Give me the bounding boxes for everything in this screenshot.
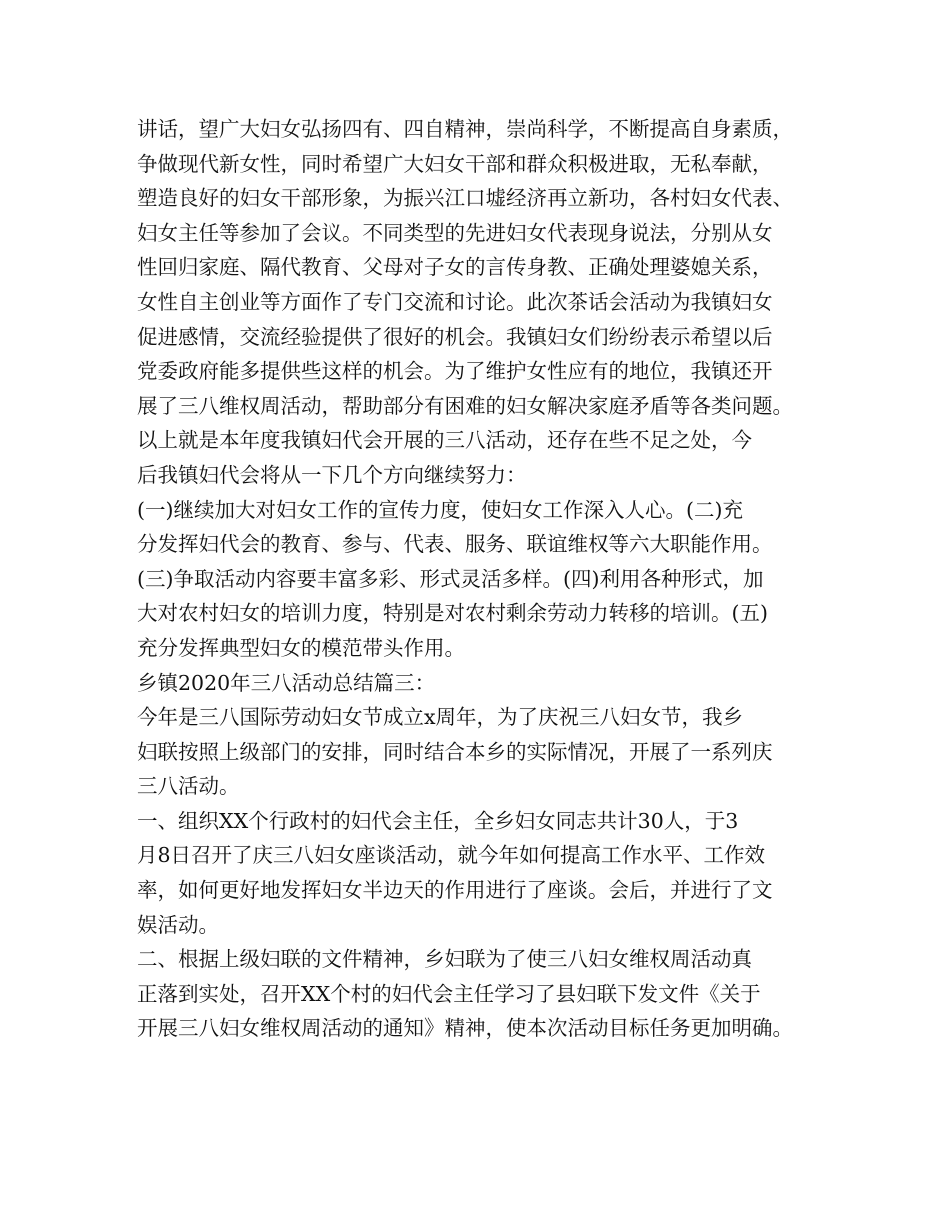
text-line: 开展三八妇女维权周活动的通知》精神，使本次活动目标任务更加明确。 — [137, 1016, 793, 1041]
text-line: 妇联按照上级部门的安排，同时结合本乡的实际情况，开展了一系列庆 — [137, 739, 773, 764]
text-line: 党委政府能多提供些这样的机会。为了维护女性应有的地位，我镇还开 — [137, 359, 773, 384]
text-line: 争做现代新女性，同时希望广大妇女干部和群众积极进取，无私奉献， — [137, 151, 773, 176]
body-text — [137, 112, 837, 1046]
text-line: 妇女主任等参加了会议。不同类型的先进妇女代表现身说法，分别从女 — [137, 220, 773, 245]
text-line: 分发挥妇代会的教育、参与、代表、服务、联谊维权等六大职能作用。 — [137, 532, 773, 557]
text-line: 展了三八维权周活动，帮助部分有困难的妇女解决家庭矛盾等各类问题。 — [137, 393, 793, 418]
text-line: 塑造良好的妇女干部形象，为振兴江口墟经济再立新功，各村妇女代表、 — [137, 186, 793, 211]
text-line: 二、根据上级妇联的文件精神，乡妇联为了使三八妇女维权周活动真 — [137, 947, 752, 972]
text-line: 三八活动。 — [137, 774, 240, 799]
text-line: 一、组织XX个行政村的妇代会主任，全乡妇女同志共计30人，于3 — [137, 808, 739, 833]
section-heading: 乡镇2020年三八活动总结篇三： — [137, 670, 436, 695]
text-line: 今年是三八国际劳动妇女节成立x周年，为了庆祝三八妇女节，我乡 — [137, 705, 744, 730]
text-line: 以上就是本年度我镇妇代会开展的三八活动，还存在些不足之处，今 — [137, 428, 752, 453]
text-line: 大对农村妇女的培训力度，特别是对农村剩余劳动力转移的培训。(五) — [137, 601, 768, 626]
text-line: (一)继续加大对妇女工作的宣传力度，使妇女工作深入人心。(二)充 — [137, 497, 743, 522]
text-line: 性回归家庭、隔代教育、父母对子女的言传身教、正确处理婆媳关系， — [137, 255, 773, 280]
text-line: 讲话，望广大妇女弘扬四有、四自精神，崇尚科学，不断提高自身素质， — [137, 117, 793, 141]
text-line: 正落到实处，召开XX个村的妇代会主任学习了县妇联下发文件《关于 — [137, 981, 761, 1006]
text-line: 娱活动。 — [137, 912, 219, 937]
text-line: 促进感情，交流经验提供了很好的机会。我镇妇女们纷纷表示希望以后 — [137, 324, 773, 349]
text-line: 率，如何更好地发挥妇女半边天的作用进行了座谈。会后，并进行了文 — [137, 878, 773, 903]
text-line: 月8日召开了庆三八妇女座谈活动，就今年如何提高工作水平、工作效 — [137, 843, 766, 868]
text-line: 女性自主创业等方面作了专门交流和讨论。此次茶话会活动为我镇妇女 — [137, 289, 773, 314]
text-line: 后我镇妇代会将从一下几个方向继续努力： — [137, 462, 527, 487]
text-line: 充分发挥典型妇女的模范带头作用。 — [137, 635, 465, 660]
text-line: (三)争取活动内容要丰富多彩、形式灵活多样。(四)利用各种形式，加 — [137, 566, 764, 591]
